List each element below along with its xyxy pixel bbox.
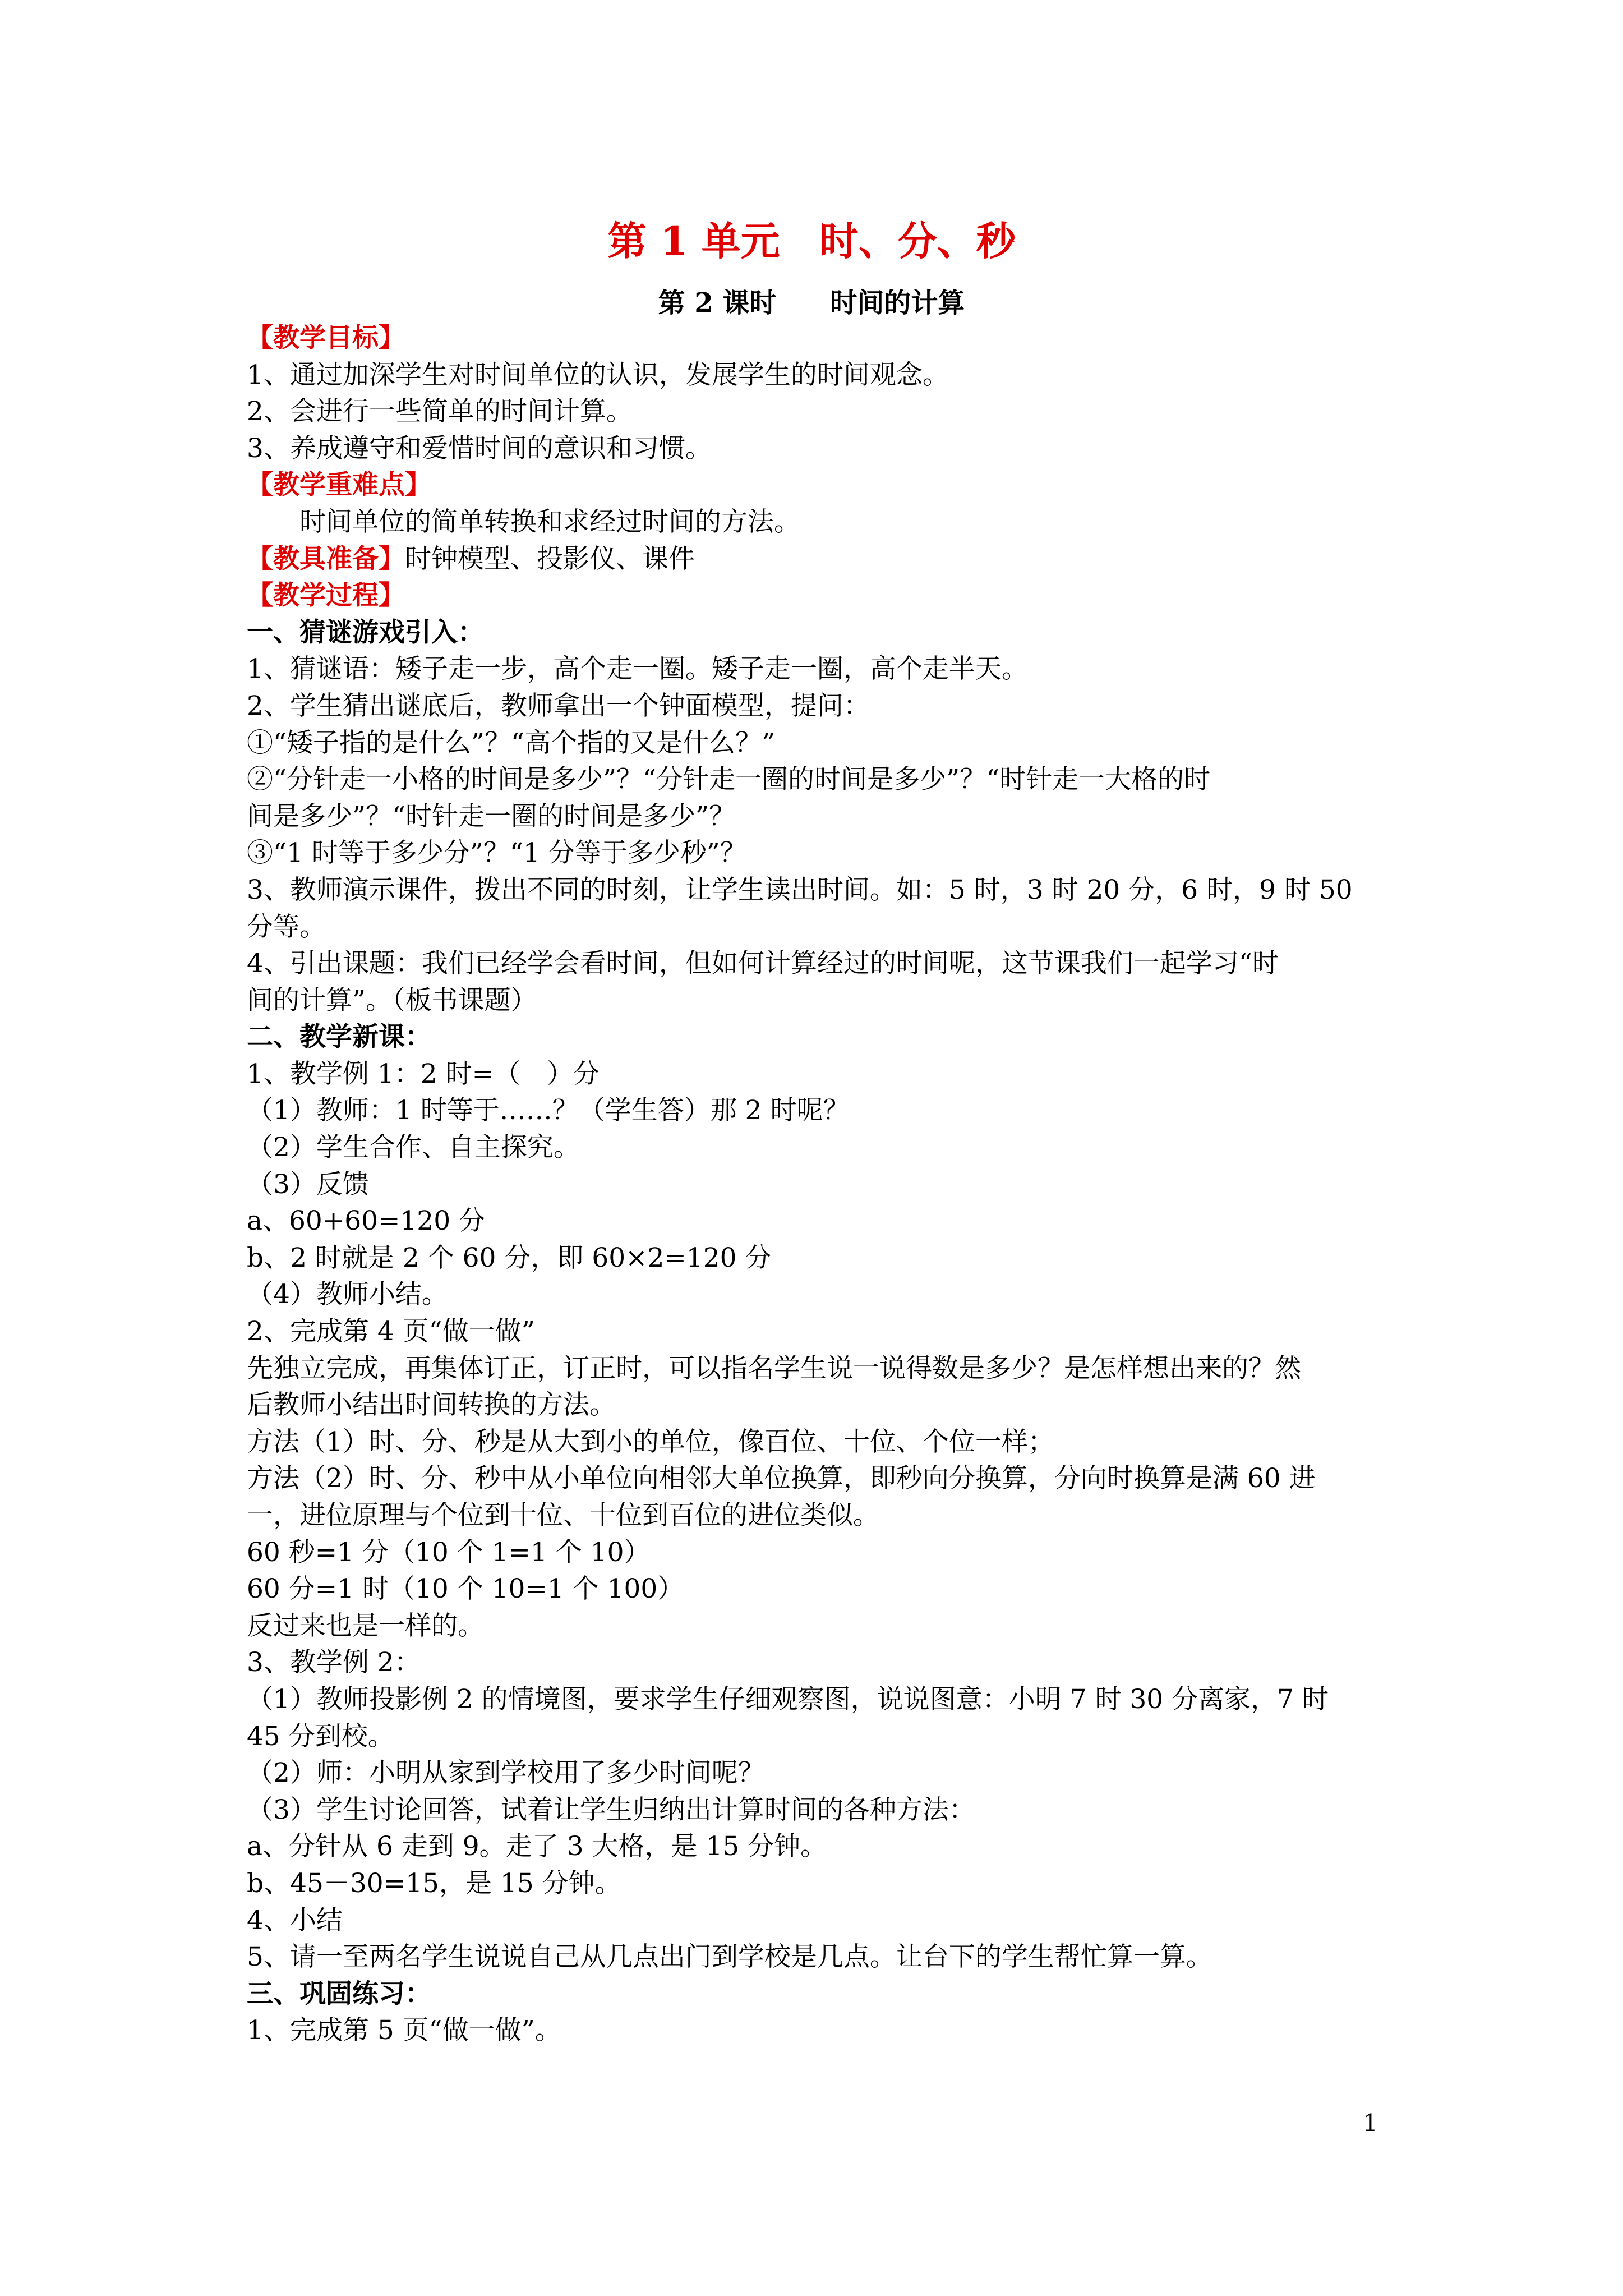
body-line: a、60+60=120 分 (247, 1205, 486, 1237)
body-line: 4、引出课题：我们已经学会看时间，但如何计算经过的时间呢，这节课我们一起学习“时 (247, 948, 1279, 979)
section-heading: 三、巩固练习： (247, 1978, 431, 2009)
body-line: 1、通过加深学生对时间单位的认识，发展学生的时间观念。 (247, 359, 949, 390)
body-line: 一，进位原理与个位到十位、十位到百位的进位类似。 (247, 1500, 879, 1531)
body-line: 3、教师演示课件，拨出不同的时刻，让学生读出时间。如：5 时，3 时 20 分，6 时，9 时 50 (247, 874, 1353, 905)
body-line: 3、养成遵守和爱惜时间的意识和习惯。 (247, 432, 712, 464)
body-line: b、45－30=15，是 15 分钟。 (247, 1867, 621, 1899)
body-line: 1、猜谜语：矮子走一步，高个走一圈。矮子走一圈，高个走半天。 (247, 654, 1028, 685)
body-line: （2）学生合作、自主探究。 (247, 1132, 580, 1163)
body-line: 后教师小结出时间转换的方法。 (247, 1389, 616, 1421)
body-line: ②“分针走一小格的时间是多少”？“分针走一圈的时间是多少”？“时针走一大格的时 (247, 764, 1211, 795)
body-line: 先独立完成，再集体订正，订正时，可以指名学生说一说得数是多少？是怎样想出来的？然 (247, 1352, 1301, 1384)
body-line: （3）学生讨论回答，试着让学生归纳出计算时间的各种方法： (247, 1794, 975, 1825)
tools-text: 时钟模型、投影仪、课件 (405, 543, 695, 574)
body-line: 分等。 (247, 911, 326, 942)
body-line: （1）教师：1 时等于……？（学生答）那 2 时呢？ (247, 1095, 850, 1126)
body-line: （2）师：小明从家到学校用了多少时间呢？ (247, 1757, 764, 1789)
difficulty-heading: 【教学重难点】 (247, 470, 431, 501)
process-heading: 【教学过程】 (247, 580, 405, 611)
body-line: 间的计算”。（板书课题） (247, 984, 537, 1016)
body-line: （1）教师投影例 2 的情境图，要求学生仔细观察图，说说图意：小明 7 时 30 分离家，7 时 (247, 1683, 1329, 1715)
body-line: 60 秒=1 分（10 个 1=1 个 10） (247, 1536, 651, 1568)
tools-heading: 【教具准备】 (247, 543, 405, 574)
body-line: 时间单位的简单转换和求经过时间的方法。 (299, 506, 800, 537)
body-line: 间是多少”？“时针走一圈的时间是多少”？ (247, 800, 736, 832)
body-line: a、分针从 6 走到 9。走了 3 大格，是 15 分钟。 (247, 1831, 827, 1862)
body-line: 1、教学例 1：2 时=（ ）分 (247, 1058, 600, 1089)
document-body (247, 320, 1391, 2049)
section-heading: 一、猜谜游戏引入： (247, 616, 484, 648)
body-line: 方法（1）时、分、秒是从大到小的单位，像百位、十位、个位一样； (247, 1426, 1054, 1457)
section-heading: 二、教学新课： (247, 1022, 431, 1053)
body-line: 2、学生猜出谜底后，教师拿出一个钟面模型，提问： (247, 690, 870, 721)
body-line: 方法（2）时、分、秒中从小单位向相邻大单位换算，即秒向分换算，分向时换算是满 60 进 (247, 1463, 1316, 1494)
body-line: （3）反馈 (247, 1168, 369, 1200)
body-line: ①“矮子指的是什么”？“高个指的又是什么？” (247, 727, 776, 758)
tools-line (247, 541, 1391, 578)
body-line: 2、完成第 4 页“做一做” (247, 1316, 535, 1347)
body-line: （4）教师小结。 (247, 1279, 448, 1310)
body-line: 反过来也是一样的。 (247, 1610, 484, 1641)
unit-title: 第 1 单元 时、分、秒 (607, 218, 1016, 264)
body-line: 3、教学例 2： (247, 1647, 421, 1678)
body-line: ③“1 时等于多少分”？“1 分等于多少秒”？ (247, 838, 746, 869)
body-line: 1、完成第 5 页“做一做”。 (247, 2015, 561, 2046)
page-number: 1 (1363, 2109, 1378, 2137)
objectives-heading: 【教学目标】 (247, 323, 405, 353)
body-line: b、2 时就是 2 个 60 分，即 60×2=120 分 (247, 1242, 772, 1273)
body-line: 45 分到校。 (247, 1720, 394, 1752)
body-line: 2、会进行一些简单的时间计算。 (247, 396, 633, 427)
body-line: 5、请一至两名学生说说自己从几点出门到学校是几点。让台下的学生帮忙算一算。 (247, 1941, 1212, 1973)
body-line: 60 分=1 时（10 个 10=1 个 100） (247, 1573, 684, 1605)
lesson-subtitle: 第 2 课时 时间的计算 (658, 287, 965, 319)
body-line: 4、小结 (247, 1904, 343, 1936)
